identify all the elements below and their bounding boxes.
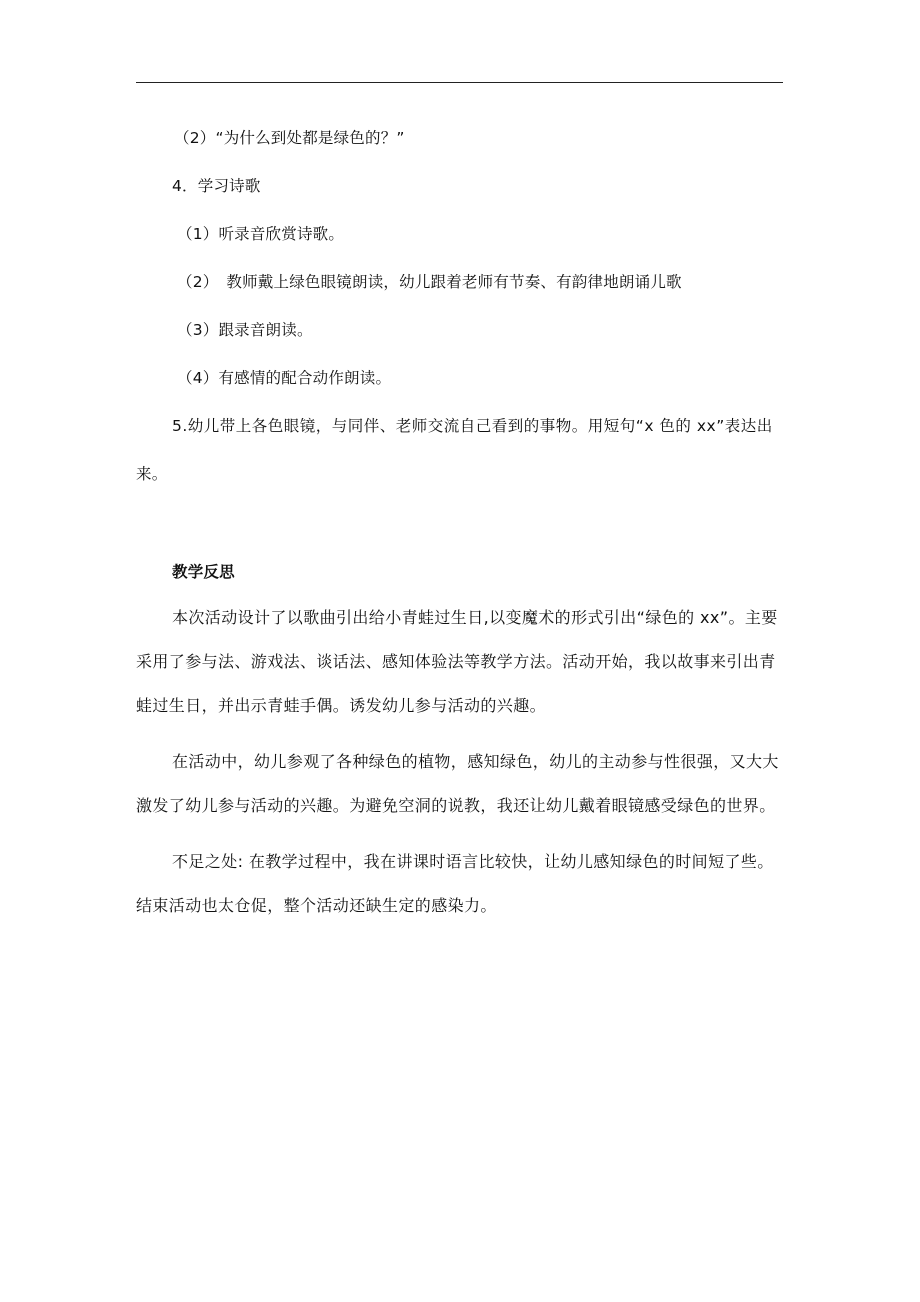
step3-item-2: （2）“为什么到处都是绿色的？” [174, 129, 405, 147]
step4-title: 4．学习诗歌 [172, 177, 261, 195]
reflection-heading: 教学反思 [172, 563, 235, 581]
header-rule [136, 82, 783, 83]
step4-item-1: （1）听录音欣赏诗歌。 [177, 225, 345, 243]
step4-item-4: （4）有感情的配合动作朗读。 [177, 369, 392, 387]
step4-item-3: （3）跟录音朗读。 [177, 321, 313, 339]
reflection-paragraph-2: 在活动中，幼儿参观了各种绿色的植物，感知绿色，幼儿的主动参与性很强，又大大激发了幼儿参与活动的兴趣。为避免空洞的说教，我还让幼儿戴着眼镜感受绿色的世界。 [136, 752, 779, 815]
reflection-paragraph-3: 不足之处: 在教学过程中，我在讲课时语言比较快，让幼儿感知绿色的时间短了些。结束活动也太仓促，整个活动还缺生定的感染力。 [136, 852, 774, 915]
step5-line-1: 5.幼儿带上各色眼镜，与同伴、老师交流自己看到的事物。用短句“x 色的 xx”表达出 [172, 417, 773, 435]
step4-item-2: （2） 教师戴上绿色眼镜朗读，幼儿跟着老师有节奏、有韵律地朗诵儿歌 [177, 273, 682, 291]
reflection-paragraph-1: 本次活动设计了以歌曲引出给小青蛙过生日,以变魔术的形式引出“绿色的 xx”。主要采用了参与法、游戏法、谈话法、感知体验法等教学方法。活动开始，我以故事来引出青蛙过生日，并出示青蛙手偶。诱发幼儿参与活动的兴趣。 [136, 608, 778, 715]
step5-line-2: 来。 [136, 465, 168, 483]
